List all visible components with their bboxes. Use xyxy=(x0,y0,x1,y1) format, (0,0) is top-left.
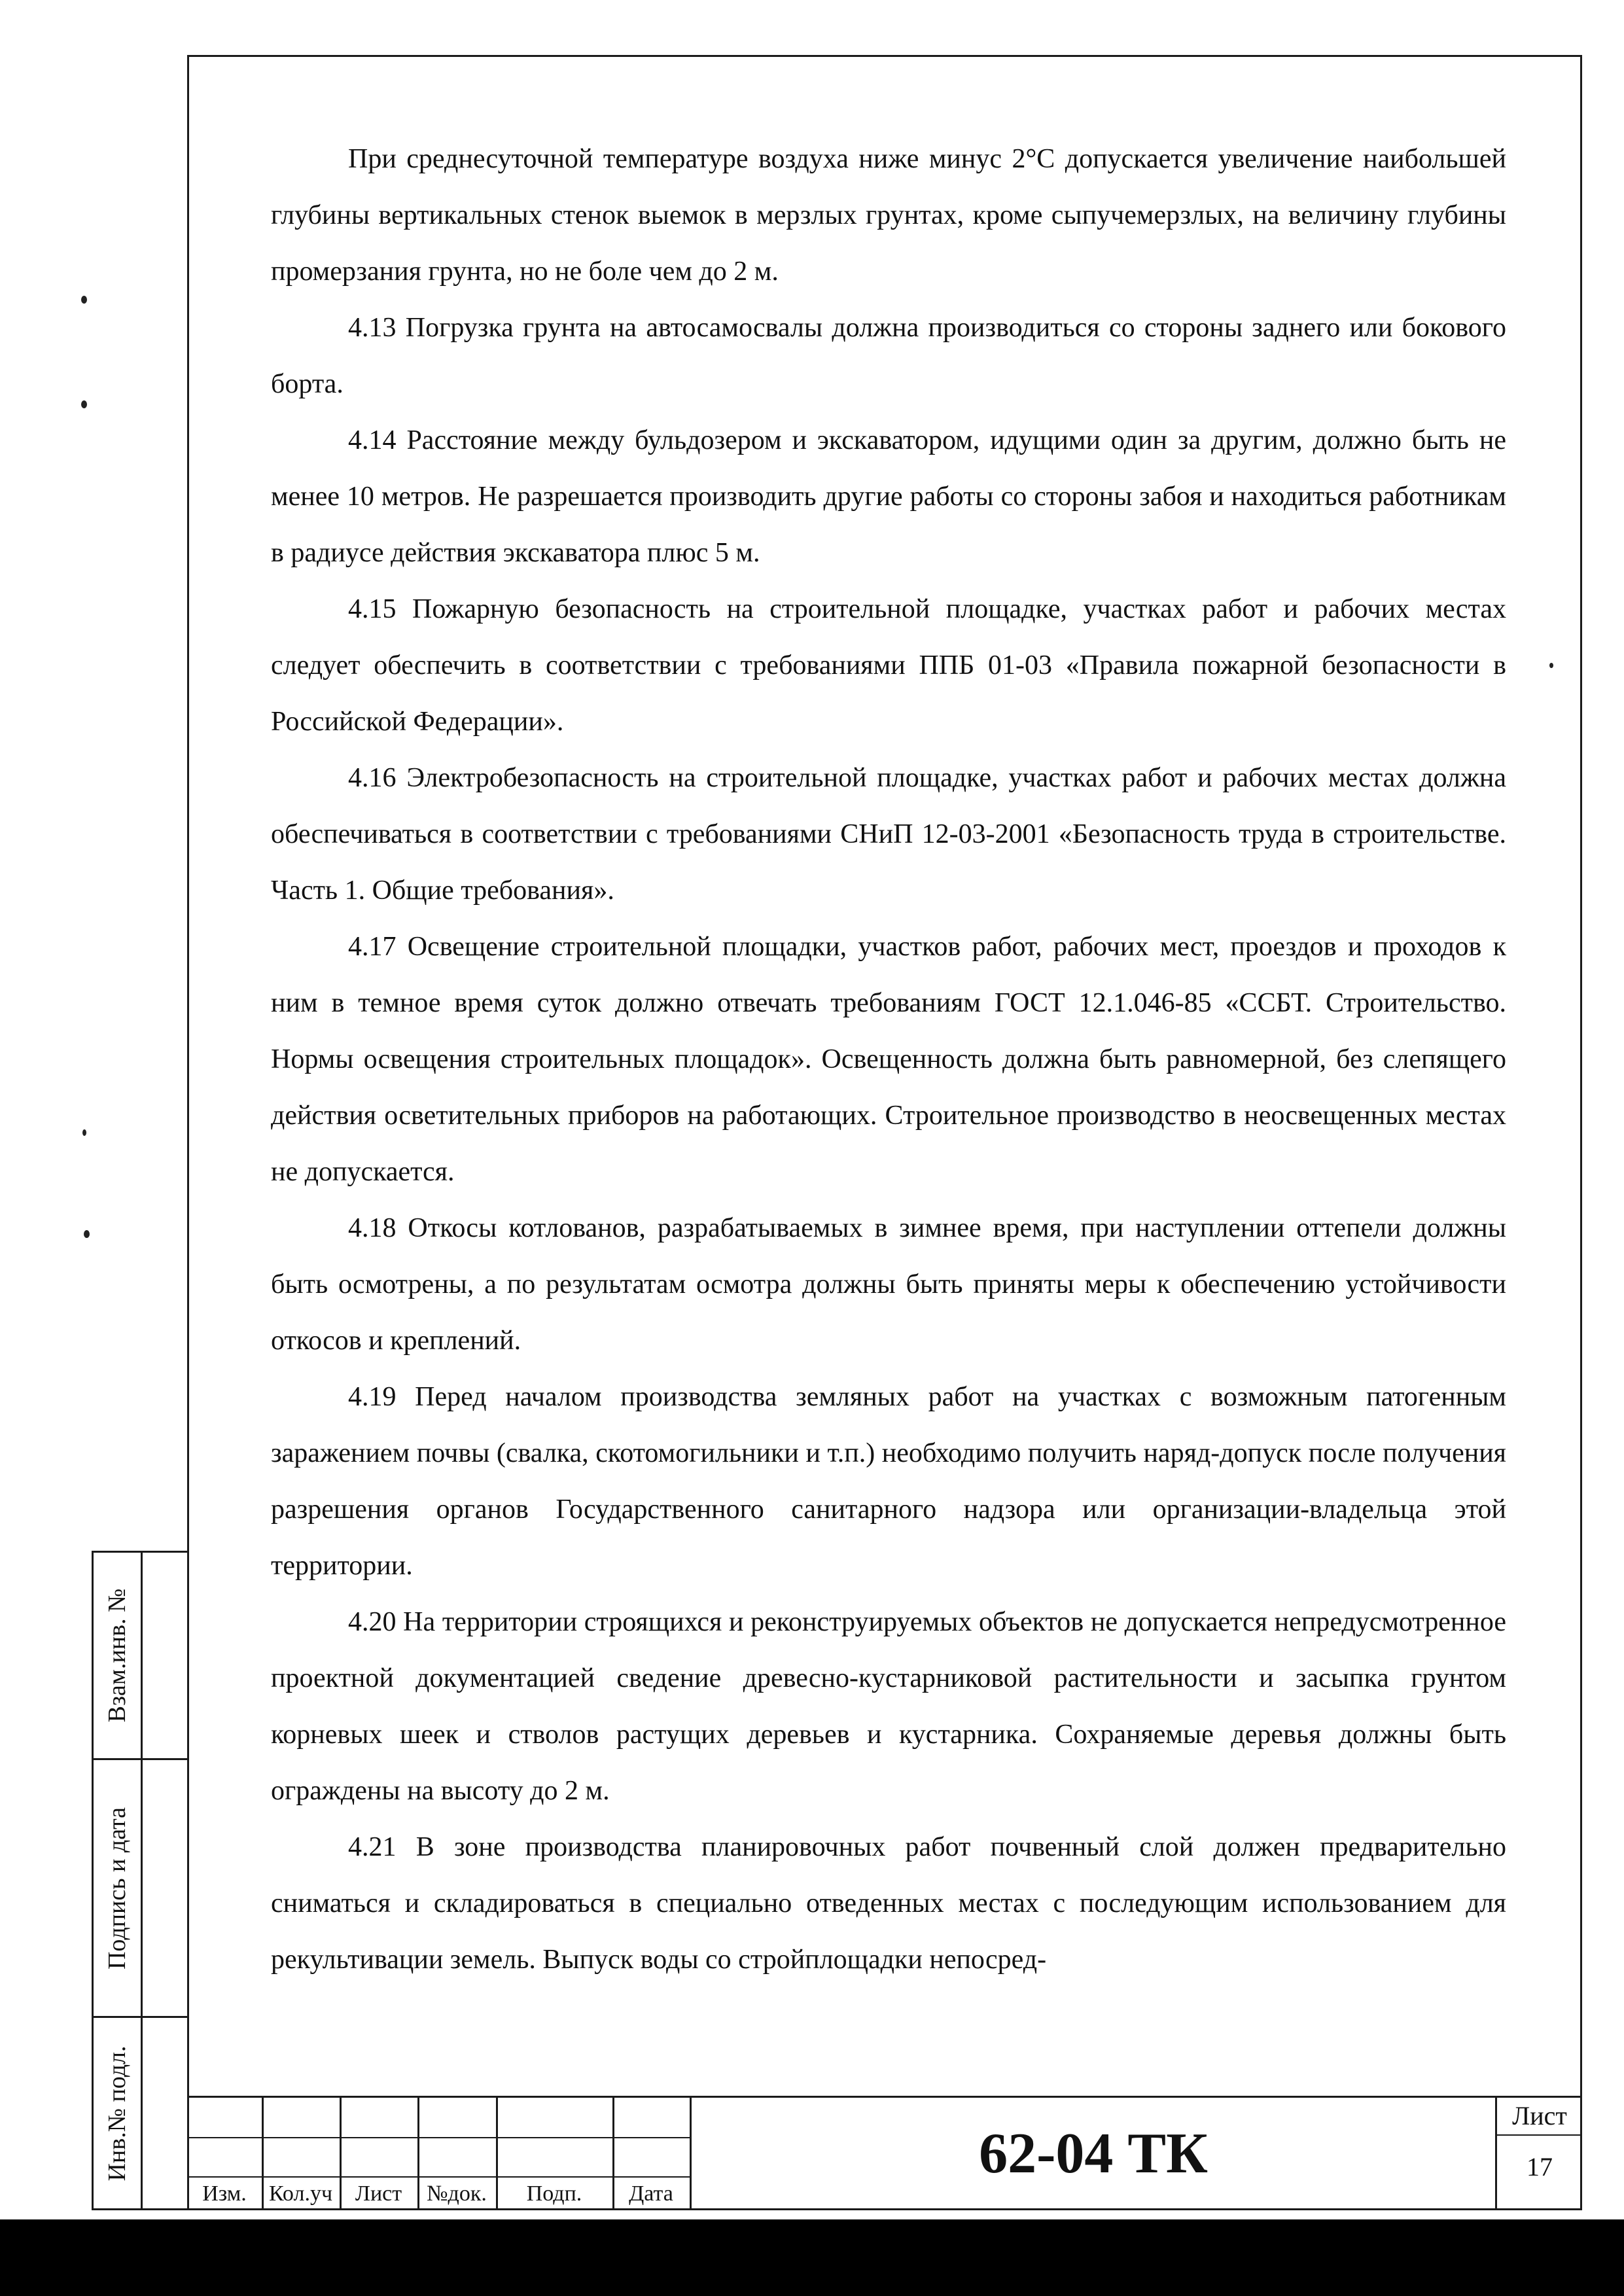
scan-speck xyxy=(81,400,87,408)
sheet-box xyxy=(1495,2098,1582,2210)
sheet-label: Лист xyxy=(1497,2098,1582,2136)
paragraph-4-21: 4.21 В зоне производства планировочных работ почвенный слой должен предварительно сниматься и складироваться в специально отведенных местах с последующим использованием для рекультивации земель. Выпуск воды со стройплощадки непосред- xyxy=(271,1832,1506,1975)
scan-speck xyxy=(84,1230,90,1238)
paragraph-4-17: 4.17 Освещение строительной площадки, участков работ, рабочих мест, проездов и проходов к ним в темное время суток должно отвечать требованиям ГОСТ 12.1.046-85 «ССБТ. Строительство. Нормы освещения строительных площадок». Освещенность должна быть равномерной, без слепящего действия осветительных приборов на работающих. Строительное производство в неосвещенных местах не допускается. xyxy=(271,932,1506,1187)
header-date: Дата xyxy=(629,2181,673,2206)
document-code: 62-04 ТК xyxy=(690,2098,1495,2210)
paragraph-4-14: 4.14 Расстояние между бульдозером и экскаватором, идущими один за другим, должно быть не менее 10 метров. Не разрешается производить другие работы со стороны забоя и находиться работникам в радиусе действия экскаватора плюс 5 м. xyxy=(271,425,1506,568)
orig-inv-label: Инв.№ подл. xyxy=(103,2045,131,2181)
side-stamp-label-cell xyxy=(94,1760,143,2016)
paragraph-4-18: 4.18 Откосы котлованов, разрабатываемых в зимнее время, при наступлении оттепели должны быть осмотрены, а по результатам осмотра должны быть приняты меры к обеспечению устойчивости откосов и креплений. xyxy=(271,1213,1506,1356)
header-signature: Подп. xyxy=(526,2181,582,2206)
header-doc-number: №док. xyxy=(427,2181,487,2206)
scan-speck xyxy=(1549,663,1553,668)
paragraph-4-15: 4.15 Пожарную безопасность на строительной площадке, участках работ и рабочих местах следует обеспечить в соответствии с требованиями ППБ 01-03 «Правила пожарной безопасности в Российской Федерации». xyxy=(271,594,1506,737)
side-stamp-label-cell xyxy=(94,2018,143,2208)
side-stamp-label-cell xyxy=(94,1553,143,1758)
scan-speck xyxy=(82,1129,86,1136)
header-sheet: Лист xyxy=(355,2181,402,2206)
replaced-inv-label: Взам.инв. № xyxy=(103,1588,131,1723)
revision-table xyxy=(187,2098,690,2210)
sheet-number: 17 xyxy=(1527,2152,1553,2181)
header-quantity: Кол.уч xyxy=(268,2181,333,2206)
side-stamp-replaced-inv xyxy=(92,1551,187,1760)
scan-bottom-edge xyxy=(0,2219,1624,2296)
side-stamp-signature-date xyxy=(92,1758,187,2018)
paragraph-4-20: 4.20 На территории строящихся и реконструируемых объектов не допускается непредусмотренное проектной документацией сведение древесно-кустарниковой растительности и засыпка грунтом корневых шеек и стволов растущих деревьев и кустарника. Сохраняемые деревья должны быть ограждены на высоту до 2 м. xyxy=(271,1607,1506,1806)
side-stamp-orig-inv xyxy=(92,2016,187,2210)
paragraph-4-13: 4.13 Погрузка грунта на автосамосвалы должна производиться со стороны заднего или бокового борта. xyxy=(271,313,1506,399)
signature-date-label: Подпись и дата xyxy=(103,1807,131,1969)
paragraph-4-16: 4.16 Электробезопасность на строительной площадке, участках работ и рабочих местах должна обеспечиваться в соответствии с требованиями СНиП 12-03-2001 «Безопасность труда в строительстве. Часть 1. Общие требования». xyxy=(271,763,1506,906)
document-body xyxy=(271,131,1506,1988)
title-block xyxy=(187,2096,1582,2210)
paragraph-4-19: 4.19 Перед началом производства земляных работ на участках с возможным патогенным заражением почвы (свалка, скотомогильники и т.п.) необходимо получить наряд-допуск после получения разрешения органов Государственного санитарного надзора или организации-владельца этой территории. xyxy=(271,1382,1506,1581)
paragraph-winter-depth: При среднесуточной температуре воздуха ниже минус 2°С допускается увеличение наибольшей глубины вертикальных стенок выемок в мерзлых грунтах, кроме сыпучемерзлых, на величину глубины промерзания грунта, но не боле чем до 2 м. xyxy=(271,144,1506,287)
header-change: Изм. xyxy=(202,2181,247,2206)
scan-speck xyxy=(81,296,87,304)
